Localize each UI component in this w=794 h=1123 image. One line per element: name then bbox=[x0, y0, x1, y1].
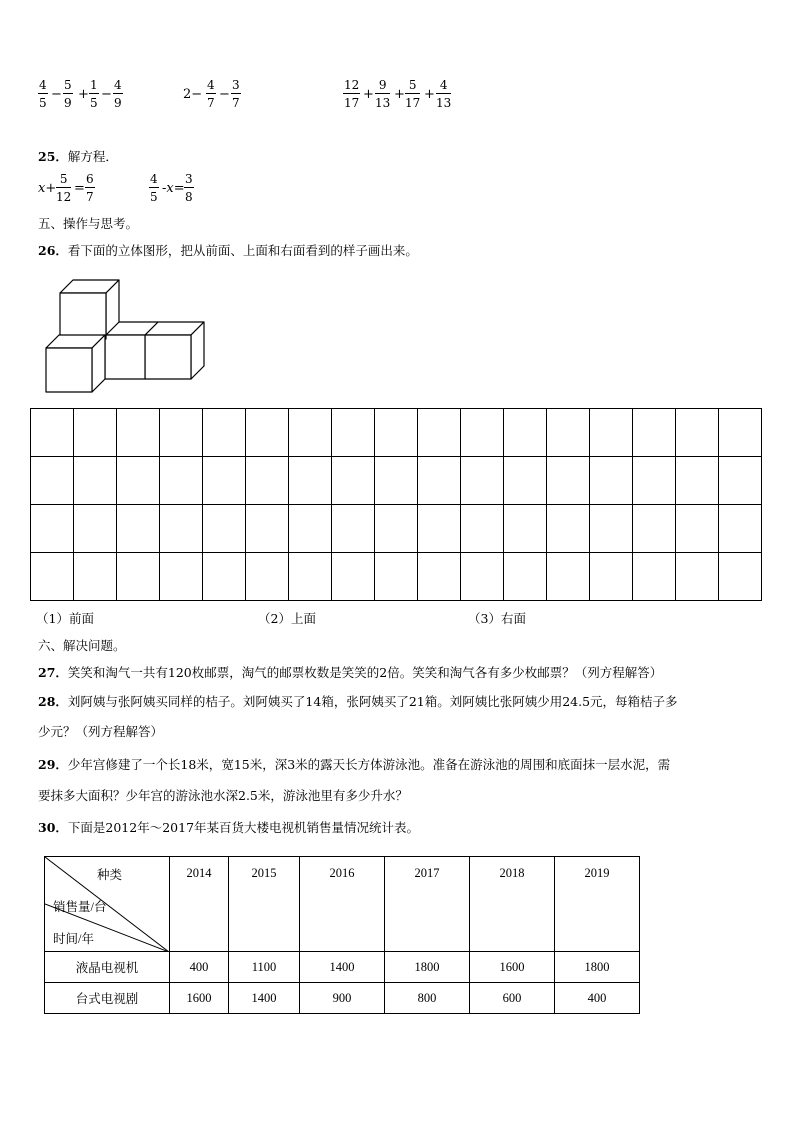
grid-cell[interactable] bbox=[375, 553, 418, 601]
grid-cell[interactable] bbox=[461, 553, 504, 601]
section-6-title: 六、解决问题。 bbox=[38, 638, 126, 653]
grid-cell[interactable] bbox=[719, 505, 762, 553]
grid-cell[interactable] bbox=[203, 505, 246, 553]
question-29-line-1: 29．少年宫修建了一个长18米，宽15米，深3米的露天长方体游泳池。准备在游泳池的周围和底面抹一层水泥，需 bbox=[38, 757, 671, 772]
year-header: 2016 bbox=[300, 857, 385, 952]
grid-cell[interactable] bbox=[203, 553, 246, 601]
operator: 2− bbox=[183, 87, 203, 102]
grid-cell[interactable] bbox=[332, 457, 375, 505]
table-cell: 600 bbox=[470, 983, 555, 1014]
grid-cell[interactable] bbox=[160, 457, 203, 505]
operator: + bbox=[394, 87, 405, 102]
table-cell: 1800 bbox=[555, 952, 640, 983]
cube-front-face bbox=[105, 335, 145, 379]
table-cell: 1800 bbox=[385, 952, 470, 983]
grid-cell[interactable] bbox=[160, 505, 203, 553]
grid-cell[interactable] bbox=[375, 505, 418, 553]
row-label: 台式电视剧 bbox=[45, 983, 170, 1014]
grid-cell[interactable] bbox=[676, 409, 719, 457]
view-label-right: （3）右面 bbox=[468, 611, 526, 626]
operator: -x= bbox=[162, 181, 185, 196]
grid-cell[interactable] bbox=[117, 505, 160, 553]
grid-cell[interactable] bbox=[504, 505, 547, 553]
operator: + bbox=[424, 87, 435, 102]
grid-cell[interactable] bbox=[547, 553, 590, 601]
table-cell: 1600 bbox=[470, 952, 555, 983]
grid-cell[interactable] bbox=[461, 457, 504, 505]
operator: − bbox=[219, 87, 230, 102]
grid-cell[interactable] bbox=[289, 505, 332, 553]
fraction: $\frac{9}{13}$ bbox=[375, 78, 391, 110]
drawing-grid[interactable] bbox=[30, 408, 762, 601]
grid-cell[interactable] bbox=[74, 409, 117, 457]
year-header: 2019 bbox=[555, 857, 640, 952]
grid-cell[interactable] bbox=[504, 409, 547, 457]
table-cell: 400 bbox=[555, 983, 640, 1014]
grid-cell[interactable] bbox=[633, 457, 676, 505]
grid-cell[interactable] bbox=[31, 457, 74, 505]
grid-cell[interactable] bbox=[246, 409, 289, 457]
fraction: $\frac{5}{9}$ bbox=[64, 78, 72, 110]
cube-figure bbox=[40, 276, 210, 396]
grid-cell[interactable] bbox=[547, 505, 590, 553]
question-27: 27．笑笑和淘气一共有120枚邮票，淘气的邮票枚数是笑笑的2倍。笑笑和淘气各有多少枚邮票？（列方程解答） bbox=[38, 665, 663, 680]
grid-row bbox=[31, 457, 762, 505]
grid-cell[interactable] bbox=[676, 553, 719, 601]
grid-cell[interactable] bbox=[461, 409, 504, 457]
grid-cell[interactable] bbox=[203, 457, 246, 505]
view-label-top: （2）上面 bbox=[258, 611, 316, 626]
grid-cell[interactable] bbox=[547, 457, 590, 505]
grid-cell[interactable] bbox=[375, 409, 418, 457]
grid-cell[interactable] bbox=[246, 505, 289, 553]
year-header: 2015 bbox=[229, 857, 300, 952]
fraction: $\frac{12}{17}$ bbox=[344, 78, 360, 110]
grid-cell[interactable] bbox=[117, 457, 160, 505]
cube-front-face bbox=[46, 348, 92, 392]
grid-cell[interactable] bbox=[504, 457, 547, 505]
table-cell: 1100 bbox=[229, 952, 300, 983]
fraction: $\frac{4}{5}$ bbox=[39, 78, 47, 110]
grid-cell[interactable] bbox=[289, 553, 332, 601]
cube-front-face bbox=[60, 293, 106, 339]
operator: = bbox=[74, 181, 85, 196]
grid-cell[interactable] bbox=[332, 553, 375, 601]
year-header: 2018 bbox=[470, 857, 555, 952]
grid-cell[interactable] bbox=[590, 553, 633, 601]
question-29-line-2: 要抹多大面积？少年宫的游泳池水深2.5米，游泳池里有多少升水？ bbox=[38, 788, 408, 803]
question-25: 25．解方程． bbox=[38, 149, 118, 164]
table-row bbox=[45, 983, 640, 1014]
grid-cell[interactable] bbox=[160, 553, 203, 601]
grid-cell[interactable] bbox=[590, 457, 633, 505]
fraction: $\frac{4}{13}$ bbox=[436, 78, 452, 110]
grid-cell[interactable] bbox=[719, 553, 762, 601]
grid-cell[interactable] bbox=[74, 457, 117, 505]
table-cell: 1400 bbox=[300, 952, 385, 983]
grid-cell[interactable] bbox=[289, 409, 332, 457]
grid-cell[interactable] bbox=[332, 409, 375, 457]
grid-cell[interactable] bbox=[676, 505, 719, 553]
grid-cell[interactable] bbox=[633, 409, 676, 457]
grid-cell[interactable] bbox=[375, 457, 418, 505]
grid-row bbox=[31, 505, 762, 553]
question-28-line-1: 28．刘阿姨与张阿姨买同样的桔子。刘阿姨买了14箱，张阿姨买了21箱。刘阿姨比张阿姨少用24.5元，每箱桔子多 bbox=[38, 694, 678, 709]
grid-cell[interactable] bbox=[461, 505, 504, 553]
operator: − bbox=[101, 87, 112, 102]
fraction: $\frac{5}{17}$ bbox=[405, 78, 421, 110]
header-sales: 销售量/台 bbox=[53, 900, 107, 914]
table-cell: 800 bbox=[385, 983, 470, 1014]
grid-cell[interactable] bbox=[504, 553, 547, 601]
grid-cell[interactable] bbox=[246, 457, 289, 505]
grid-cell[interactable] bbox=[719, 409, 762, 457]
grid-cell[interactable] bbox=[31, 553, 74, 601]
operator: + bbox=[78, 87, 89, 102]
question-28-line-2: 少元？（列方程解答） bbox=[38, 724, 164, 739]
section-5-title: 五、操作与思考。 bbox=[38, 216, 139, 231]
table-cell: 900 bbox=[300, 983, 385, 1014]
grid-cell[interactable] bbox=[633, 553, 676, 601]
table-cell: 400 bbox=[170, 952, 229, 983]
grid-cell[interactable] bbox=[74, 553, 117, 601]
grid-cell[interactable] bbox=[676, 457, 719, 505]
fraction: $\frac{6}{7}$ bbox=[86, 172, 94, 204]
row-label: 液晶电视机 bbox=[45, 952, 170, 983]
table-row bbox=[45, 952, 640, 983]
header-year: 时间/年 bbox=[53, 932, 94, 946]
grid-row bbox=[31, 409, 762, 457]
grid-cell[interactable] bbox=[203, 409, 246, 457]
fraction: $\frac{4}{5}$ bbox=[150, 172, 158, 204]
cube-front-face bbox=[145, 335, 191, 379]
grid-cell[interactable] bbox=[418, 457, 461, 505]
diagonal-header bbox=[45, 857, 170, 952]
operator: − bbox=[51, 87, 62, 102]
question-26: 26．看下面的立体图形，把从前面、上面和右面看到的样子画出来。 bbox=[38, 243, 418, 258]
fraction: $\frac{4}{7}$ bbox=[207, 78, 215, 110]
fraction: $\frac{1}{5}$ bbox=[90, 78, 98, 110]
grid-cell[interactable] bbox=[31, 505, 74, 553]
grid-cell[interactable] bbox=[289, 457, 332, 505]
grid-cell[interactable] bbox=[418, 553, 461, 601]
operator: + bbox=[363, 87, 374, 102]
grid-cell[interactable] bbox=[418, 505, 461, 553]
year-header: 2014 bbox=[170, 857, 229, 952]
grid-cell[interactable] bbox=[719, 457, 762, 505]
header-category: 种类 bbox=[97, 868, 123, 882]
grid-cell[interactable] bbox=[117, 409, 160, 457]
fraction: $\frac{4}{9}$ bbox=[114, 78, 122, 110]
grid-cell[interactable] bbox=[633, 505, 676, 553]
year-header: 2017 bbox=[385, 857, 470, 952]
question-30: 30．下面是2012年～2017年某百货大楼电视机销售量情况统计表。 bbox=[38, 820, 420, 835]
variable: x+ bbox=[38, 181, 57, 196]
view-label-front: （1）前面 bbox=[36, 611, 94, 626]
fraction: $\frac{5}{12}$ bbox=[56, 172, 72, 204]
fraction: $\frac{3}{7}$ bbox=[232, 78, 240, 110]
grid-cell[interactable] bbox=[590, 409, 633, 457]
fraction: $\frac{3}{8}$ bbox=[185, 172, 193, 204]
grid-cell[interactable] bbox=[160, 409, 203, 457]
sales-table bbox=[44, 856, 640, 1014]
grid-row bbox=[31, 553, 762, 601]
grid-cell[interactable] bbox=[332, 505, 375, 553]
grid-cell[interactable] bbox=[418, 409, 461, 457]
grid-cell[interactable] bbox=[246, 553, 289, 601]
table-cell: 1600 bbox=[170, 983, 229, 1014]
grid-cell[interactable] bbox=[74, 505, 117, 553]
grid-cell[interactable] bbox=[547, 409, 590, 457]
table-cell: 1400 bbox=[229, 983, 300, 1014]
grid-cell[interactable] bbox=[117, 553, 160, 601]
grid-cell[interactable] bbox=[590, 505, 633, 553]
grid-cell[interactable] bbox=[31, 409, 74, 457]
